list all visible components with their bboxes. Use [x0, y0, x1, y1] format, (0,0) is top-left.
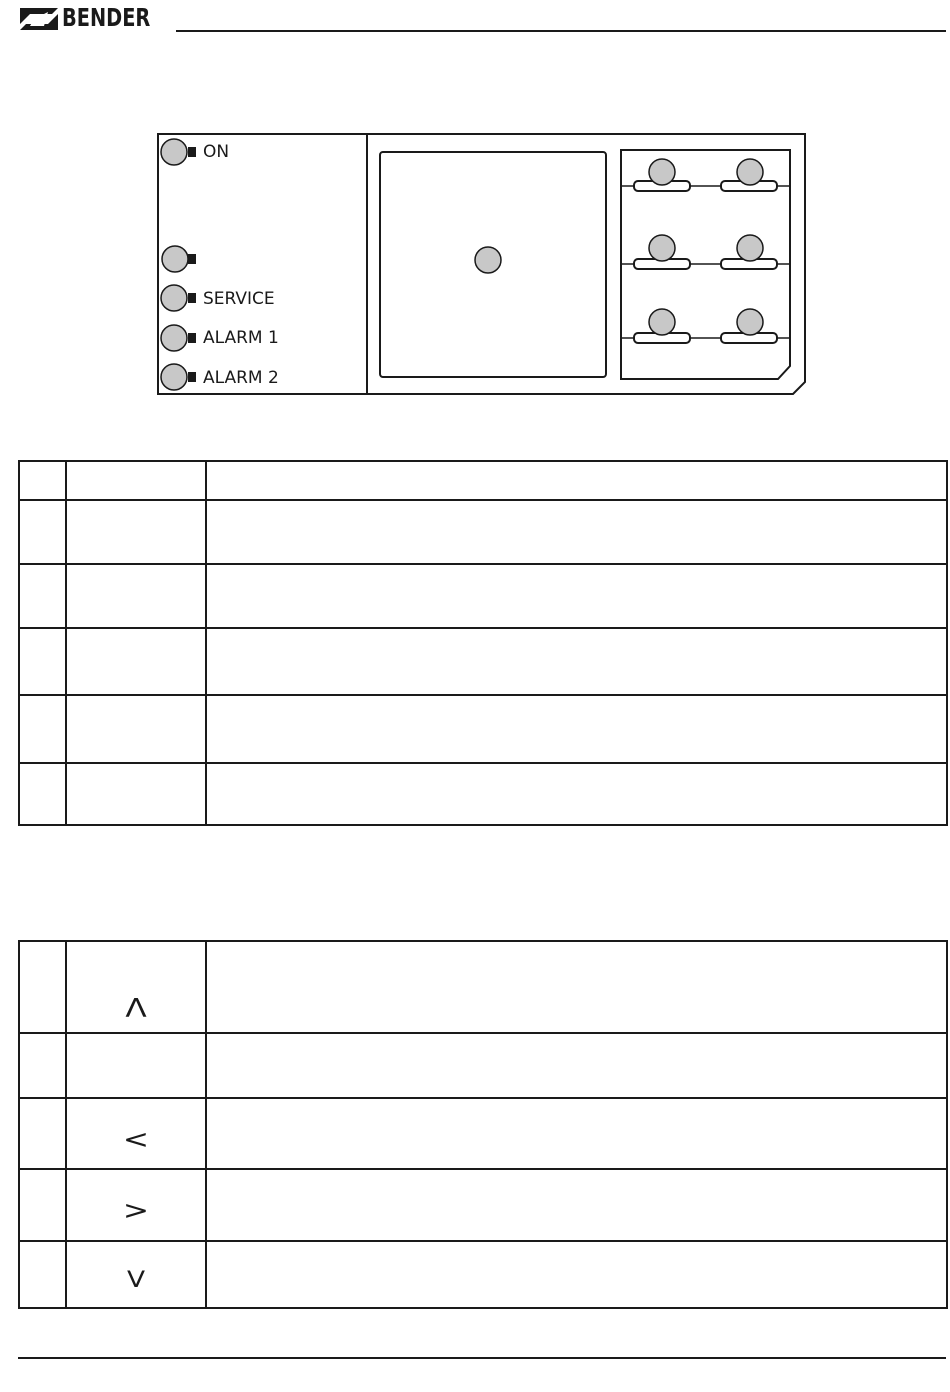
row-function: [206, 564, 947, 628]
row-number: [19, 1033, 66, 1098]
brand-name: BENDER: [62, 3, 151, 32]
table-row: [19, 763, 947, 825]
row-function: [206, 1033, 947, 1098]
table-row: [19, 628, 947, 695]
row-key: [66, 1169, 206, 1241]
row-element: [66, 564, 206, 628]
led-callout-on: [161, 139, 187, 165]
led-callout-alarm2: [161, 364, 187, 390]
table-row: [19, 1033, 947, 1098]
led-callout-blank: [162, 246, 188, 272]
table-row: [19, 564, 947, 628]
row-key: [66, 1241, 206, 1308]
table-row: [19, 1098, 947, 1169]
row-function: [206, 763, 947, 825]
table-row: [19, 500, 947, 564]
row-number: [19, 628, 66, 695]
row-function: [206, 500, 947, 564]
row-function: [206, 695, 947, 763]
left-arrow-icon: <: [122, 1125, 150, 1155]
led-legend-table: [18, 460, 948, 826]
row-element: [66, 695, 206, 763]
row-key: [66, 941, 206, 1033]
down-arrow-icon: V: [126, 1268, 146, 1293]
led-label-alarm2: ALARM 2: [203, 368, 279, 388]
right-arrow-icon: >: [122, 1196, 150, 1226]
row-number: [19, 564, 66, 628]
led-label-service: SERVICE: [203, 289, 275, 309]
row-element: [66, 628, 206, 695]
row-function: [206, 1169, 947, 1241]
table-row: [19, 461, 947, 500]
row-element: [66, 461, 206, 500]
row-key: [66, 1033, 206, 1098]
row-function: [206, 1241, 947, 1308]
table-row: [19, 695, 947, 763]
up-arrow-icon: Λ: [125, 994, 147, 1024]
key-legend-table: [18, 940, 948, 1309]
led-label-on: ON: [203, 142, 230, 162]
device-front-panel: [0, 0, 950, 420]
row-number: [19, 500, 66, 564]
footer-rule: [18, 1357, 946, 1359]
row-number: [19, 695, 66, 763]
led-callout-alarm1: [161, 325, 187, 351]
row-key: [66, 1098, 206, 1169]
row-function: [206, 941, 947, 1033]
table-row: [19, 1241, 947, 1308]
table-row: [19, 1169, 947, 1241]
row-number: [19, 461, 66, 500]
row-element: [66, 500, 206, 564]
table-row: [19, 941, 947, 1033]
row-function: [206, 628, 947, 695]
display-callout: [475, 247, 501, 273]
row-element: [66, 763, 206, 825]
row-number: [19, 763, 66, 825]
row-function: [206, 1098, 947, 1169]
led-callout-service: [161, 285, 187, 311]
led-label-alarm1: ALARM 1: [203, 328, 279, 348]
row-function: [206, 461, 947, 500]
